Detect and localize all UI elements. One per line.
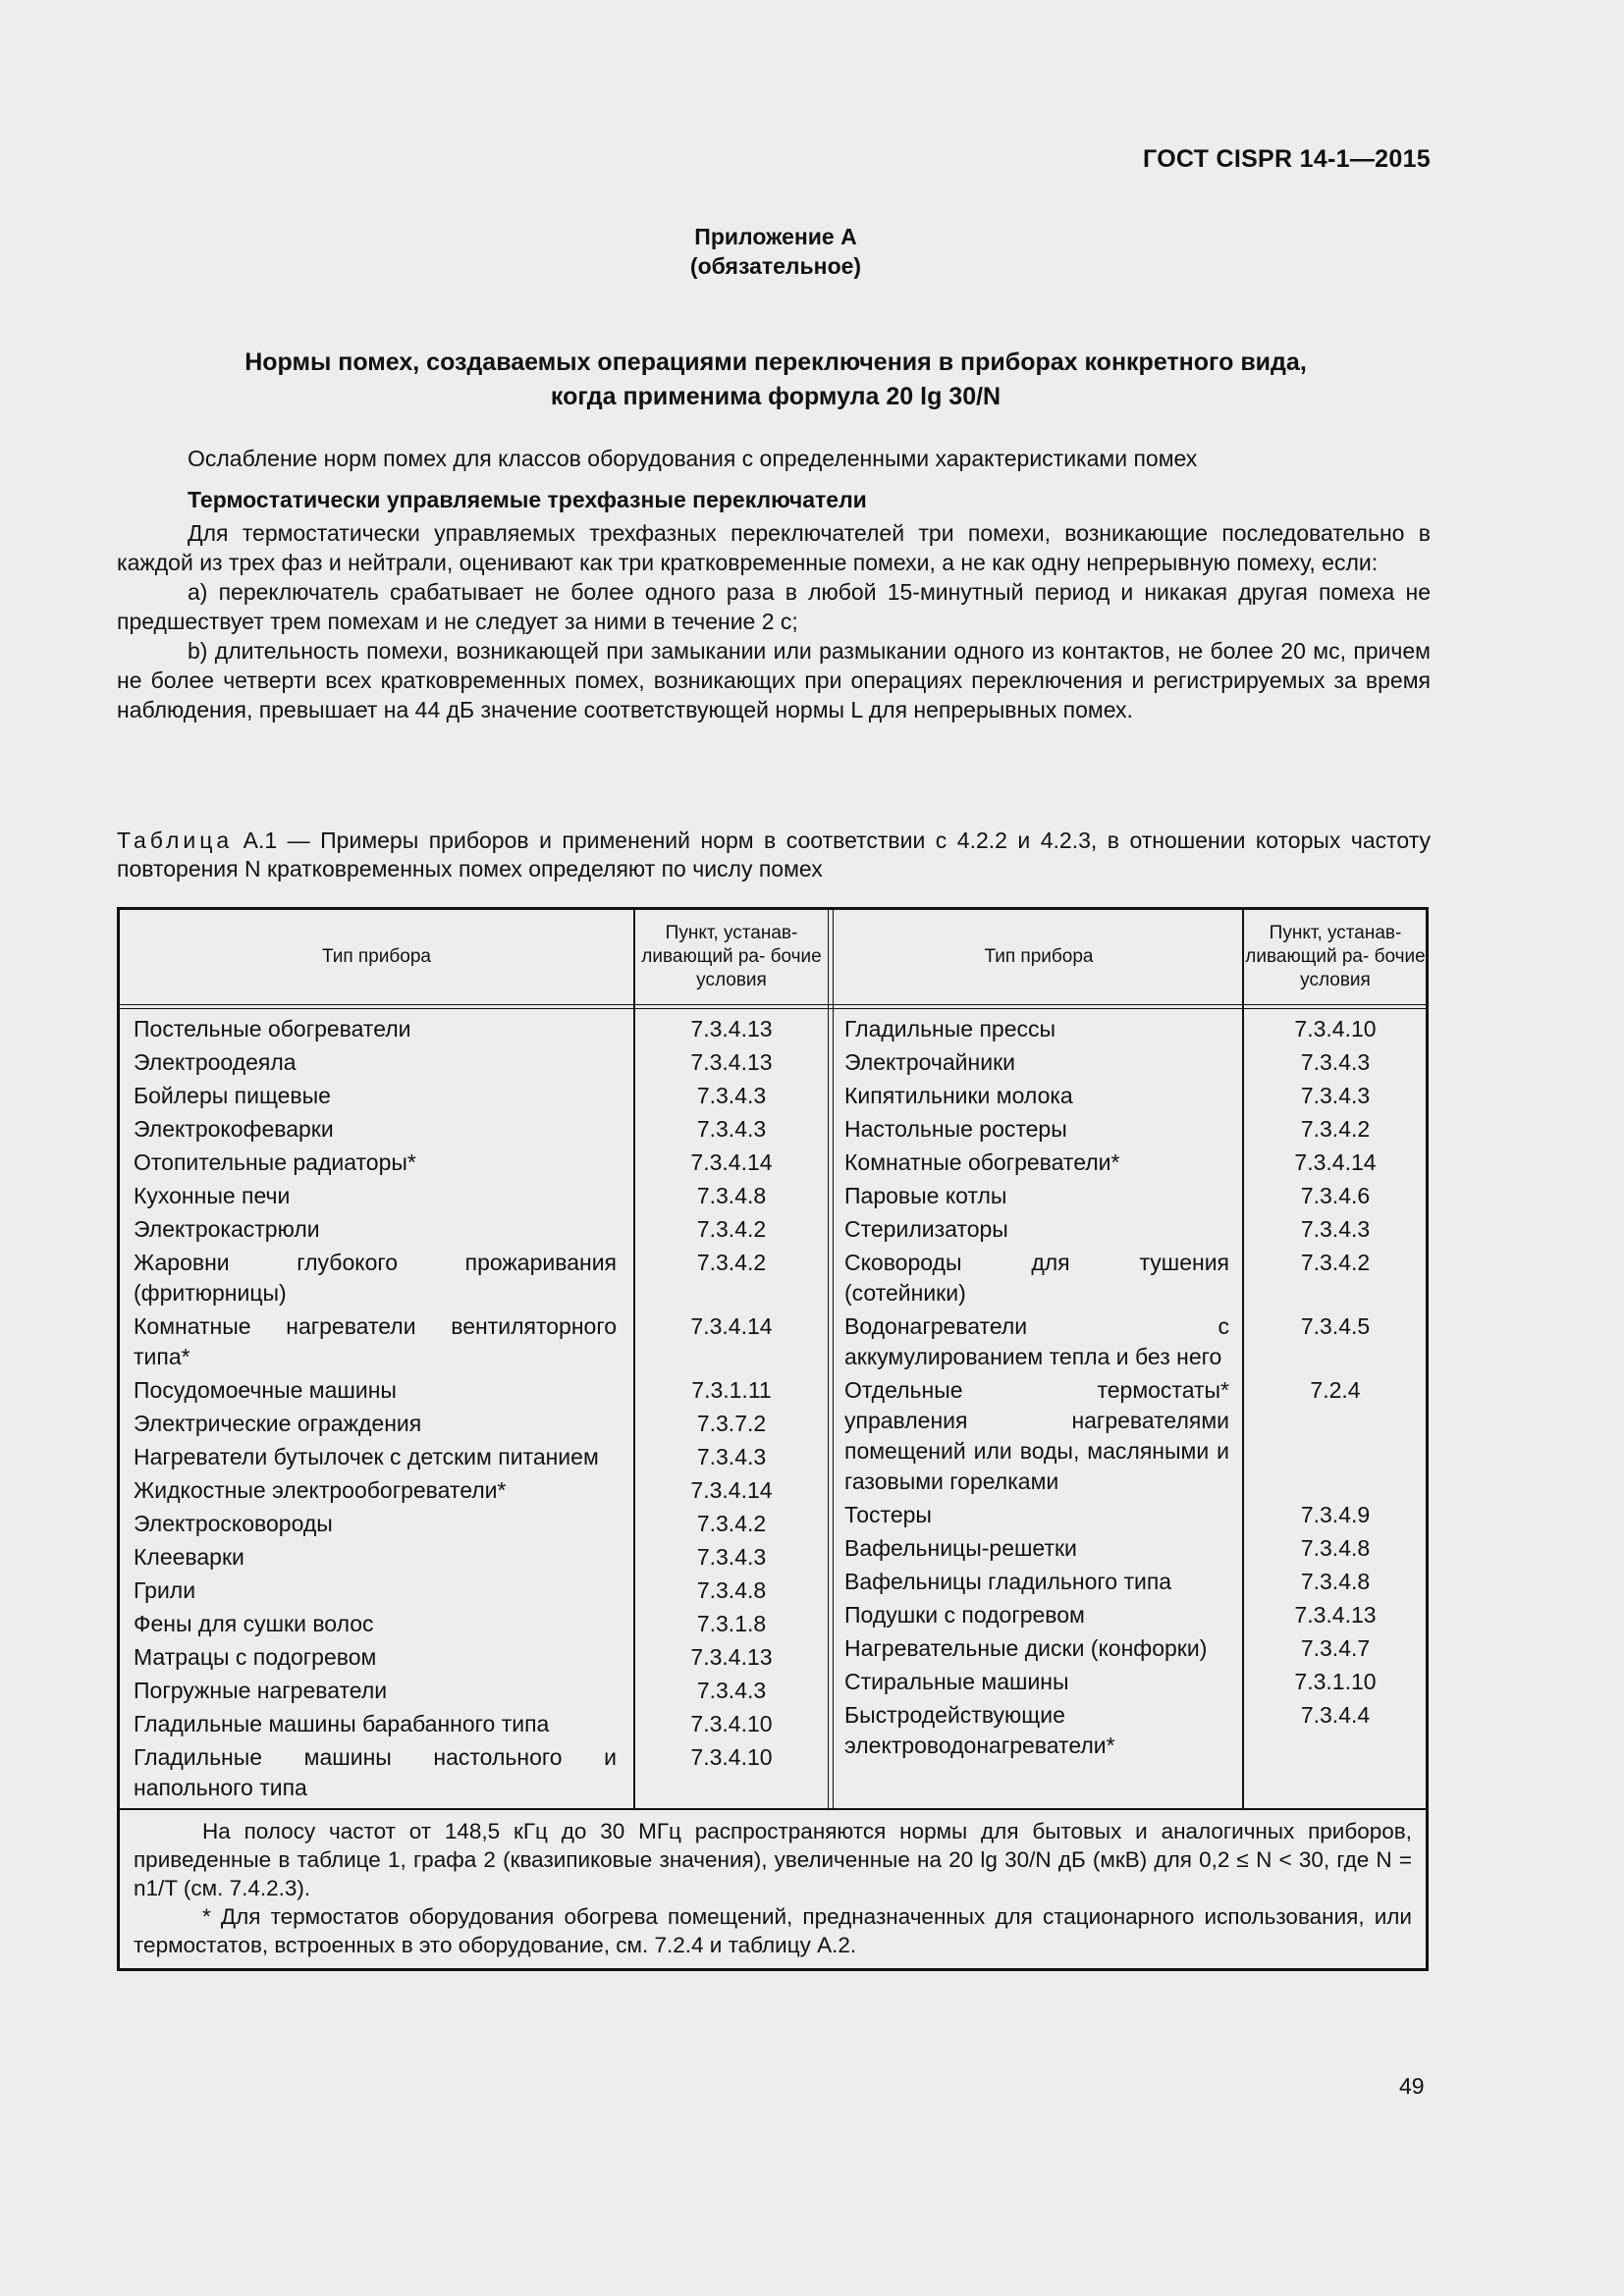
left-appliance-name: Постельные обогреватели <box>134 1016 411 1041</box>
appliance-table <box>117 907 1429 1971</box>
left-appliance-name: Жидкостные электрообогреватели* <box>134 1477 507 1503</box>
left-clause-value: 7.3.1.8 <box>696 1611 767 1636</box>
table-caption <box>117 827 1431 883</box>
left-appliance-name: Гладильные машины настольного и напольного типа <box>134 1744 617 1800</box>
left-appliance-name: Электрокастрюли <box>134 1216 320 1242</box>
body-text <box>117 444 1431 724</box>
paragraph-item-b: b) длительность помехи, возникающей при замыкании или размыкании одного из контактов, не более 20 мс, причем не более четверти всех кратковременных помех, возникающих при операциях переключения и регистрируемых за время наблюдения, превышает на 44 дБ значение соответствующей нормы L для непрерывных помех. <box>117 638 1431 722</box>
left-clause-value: 7.3.4.3 <box>696 1544 767 1570</box>
left-clause-value: 7.3.4.10 <box>690 1711 773 1736</box>
header-clause-right: Пункт, устанав- ливающий ра- бочие условия <box>1245 923 1426 990</box>
table-note-footnote: * Для термостатов оборудования обогрева помещений, предназначенных для стационарного использования, или термостатов, встроенных в это оборудование, см. 7.2.4 и таблицу А.2. <box>134 1904 1412 1957</box>
left-clause-value: 7.3.4.14 <box>690 1149 773 1175</box>
left-appliance-name: Жаровни глубокого прожаривания (фритюрницы) <box>134 1250 617 1306</box>
right-appliance-name: Паровые котлы <box>844 1183 1007 1208</box>
left-clause-value: 7.3.4.3 <box>696 1444 767 1469</box>
left-clause-value: 7.3.4.3 <box>696 1116 767 1142</box>
left-appliance-name: Кухонные печи <box>134 1183 291 1208</box>
left-clause-value: 7.3.4.13 <box>690 1049 773 1075</box>
table-caption-text: А.1 — Примеры приборов и применений норм в соответствии с 4.2.2 и 4.2.3, в отношении которых частоту повторения N кратковременных помех определяют по числу помех <box>117 828 1432 881</box>
left-clause-value: 7.3.4.2 <box>696 1511 767 1536</box>
left-clause-value: 7.3.1.11 <box>691 1377 772 1403</box>
right-appliance-name: Кипятильники молока <box>844 1083 1073 1108</box>
right-clause-value: 7.3.4.13 <box>1294 1602 1377 1628</box>
left-appliance-name: Грили <box>134 1577 196 1603</box>
standard-code: ГОСТ CISPR 14-1—2015 <box>1143 145 1431 173</box>
left-clause-value: 7.3.4.14 <box>690 1313 773 1339</box>
right-clause-value: 7.2.4 <box>1310 1377 1361 1403</box>
right-clause-value: 7.3.4.6 <box>1300 1183 1371 1208</box>
right-clause-value: 7.3.4.4 <box>1300 1702 1371 1728</box>
table-caption-label: Таблица <box>117 828 234 853</box>
left-clause-value: 7.3.7.2 <box>696 1411 767 1436</box>
right-appliance-name: Тостеры <box>844 1502 932 1527</box>
left-appliance-name: Отопительные радиаторы* <box>134 1149 416 1175</box>
right-appliance-name: Нагревательные диски (конфорки) <box>844 1635 1208 1661</box>
left-clause-value: 7.3.4.3 <box>696 1678 767 1703</box>
left-appliance-name: Погружные нагреватели <box>134 1678 388 1703</box>
right-clause-value: 7.3.4.3 <box>1300 1216 1371 1242</box>
right-appliance-name: Гладильные прессы <box>844 1016 1056 1041</box>
left-appliance-name: Электрокофеварки <box>134 1116 334 1142</box>
left-clause-value: 7.3.4.2 <box>696 1250 767 1275</box>
appendix-status: (обязательное) <box>689 253 862 279</box>
right-appliance-name: Водонагреватели с аккумулированием тепла и без него <box>844 1313 1229 1369</box>
right-appliance-name: Подушки с подогревом <box>844 1602 1085 1628</box>
footnote-divider <box>120 1808 1426 1810</box>
left-clause-value: 7.3.4.8 <box>696 1577 767 1603</box>
left-appliance-name: Клееварки <box>134 1544 244 1570</box>
left-clause-value: 7.3.4.3 <box>696 1083 767 1108</box>
appendix-title-line2: когда применима формула 20 lg 30/N <box>550 383 1001 410</box>
right-appliance-name: Сковороды для тушения (сотейники) <box>844 1250 1229 1306</box>
right-appliance-name: Электрочайники <box>844 1049 1015 1075</box>
right-clause-value: 7.3.4.7 <box>1300 1635 1371 1661</box>
header-type-left: Тип прибора <box>321 946 431 967</box>
right-appliance-name: Вафельницы гладильного типа <box>844 1569 1172 1594</box>
left-clause-value: 7.3.4.13 <box>690 1016 773 1041</box>
column-divider-double <box>828 910 834 1808</box>
right-appliance-name: Настольные ростеры <box>844 1116 1067 1142</box>
left-clause-value: 7.3.4.8 <box>696 1183 767 1208</box>
header-type-right: Тип прибора <box>984 946 1094 967</box>
right-clause-value: 7.3.4.5 <box>1300 1313 1371 1339</box>
right-clause-value: 7.3.4.9 <box>1300 1502 1371 1527</box>
appendix-heading <box>0 222 1551 281</box>
left-appliance-name: Фены для сушки волос <box>134 1611 374 1636</box>
left-appliance-name: Матрацы с подогревом <box>134 1644 377 1670</box>
paragraph-intro: Для термостатически управляемых трехфазных переключателей три помехи, возникающие последовательно в каждой из трех фаз и нейтрали, оценивают как три кратковременные помехи, а не как одну непрерывную помеху, если: <box>117 520 1431 575</box>
right-clause-value: 7.3.4.3 <box>1300 1083 1371 1108</box>
left-clause-column <box>635 1014 828 1806</box>
left-appliance-name: Нагреватели бутылочек с детским питанием <box>134 1444 599 1469</box>
left-clause-value: 7.3.4.13 <box>690 1644 773 1670</box>
page-number: 49 <box>1399 2073 1425 2099</box>
right-clause-value: 7.3.4.14 <box>1294 1149 1377 1175</box>
left-appliance-name: Электроодеяла <box>134 1049 297 1075</box>
left-appliance-name: Комнатные нагреватели вентиляторного типа* <box>134 1313 617 1369</box>
right-clause-value: 7.3.4.3 <box>1300 1049 1371 1075</box>
right-clause-value: 7.3.4.2 <box>1300 1116 1371 1142</box>
right-appliance-name: Комнатные обогреватели* <box>844 1149 1120 1175</box>
table-notes <box>134 1817 1412 1959</box>
right-appliance-name: Отдельные термостаты* управления нагревателями помещений или воды, масляными и газовыми горелками <box>844 1377 1229 1494</box>
right-clause-value: 7.3.4.8 <box>1300 1569 1371 1594</box>
left-clause-value: 7.3.4.14 <box>690 1477 773 1503</box>
right-clause-value: 7.3.4.2 <box>1300 1250 1371 1275</box>
appendix-title-line1: Нормы помех, создаваемых операциями переключения в приборах конкретного вида, <box>244 348 1307 376</box>
appendix-title <box>118 346 1434 414</box>
lead-paragraph: Ослабление норм помех для классов оборудования с определенными характеристиками помех <box>188 446 1198 471</box>
right-name-column <box>844 1014 1233 1764</box>
left-appliance-name: Гладильные машины барабанного типа <box>134 1711 550 1736</box>
right-clause-value: 7.3.4.10 <box>1294 1016 1377 1041</box>
appendix-label: Приложение А <box>694 224 857 249</box>
right-appliance-name: Вафельницы-решетки <box>844 1535 1077 1561</box>
left-appliance-name: Бойлеры пищевые <box>134 1083 331 1108</box>
left-appliance-name: Электрические ограждения <box>134 1411 422 1436</box>
right-appliance-name: Стиральные машины <box>844 1669 1069 1694</box>
left-appliance-name: Посудомоечные машины <box>134 1377 397 1403</box>
header-clause-left: Пункт, устанав- ливающий ра- бочие условия <box>641 923 822 990</box>
right-appliance-name: Стерилизаторы <box>844 1216 1008 1242</box>
right-clause-value: 7.3.4.8 <box>1300 1535 1371 1561</box>
header-divider <box>120 1004 1426 1009</box>
table-note-range: На полосу частот от 148,5 кГц до 30 МГц распространяются нормы для бытовых и аналогичных приборов, приведенные в таблице 1, графа 2 (квазипиковые значения), увеличенные на 20 lg 30/N дБ (мкВ) для 0,2 ≤ N < 30, где N = n1/T (см. 7.4.2.3). <box>134 1819 1412 1900</box>
left-appliance-name: Электросковороды <box>134 1511 333 1536</box>
right-clause-column <box>1244 1014 1427 1764</box>
paragraph-item-a: a) переключатель срабатывает не более одного раза в любой 15-минутный период и никакая другая помеха не предшествует трем помехам и не следует за ними в течение 2 с; <box>117 579 1431 634</box>
right-clause-value: 7.3.1.10 <box>1294 1669 1377 1694</box>
left-clause-value: 7.3.4.2 <box>696 1216 767 1242</box>
right-appliance-name: Быстродействующие электроводонагреватели* <box>844 1702 1115 1758</box>
section-subtitle: Термостатически управляемые трехфазные переключатели <box>188 487 867 512</box>
left-clause-value: 7.3.4.10 <box>690 1744 773 1770</box>
left-name-column <box>134 1014 621 1806</box>
